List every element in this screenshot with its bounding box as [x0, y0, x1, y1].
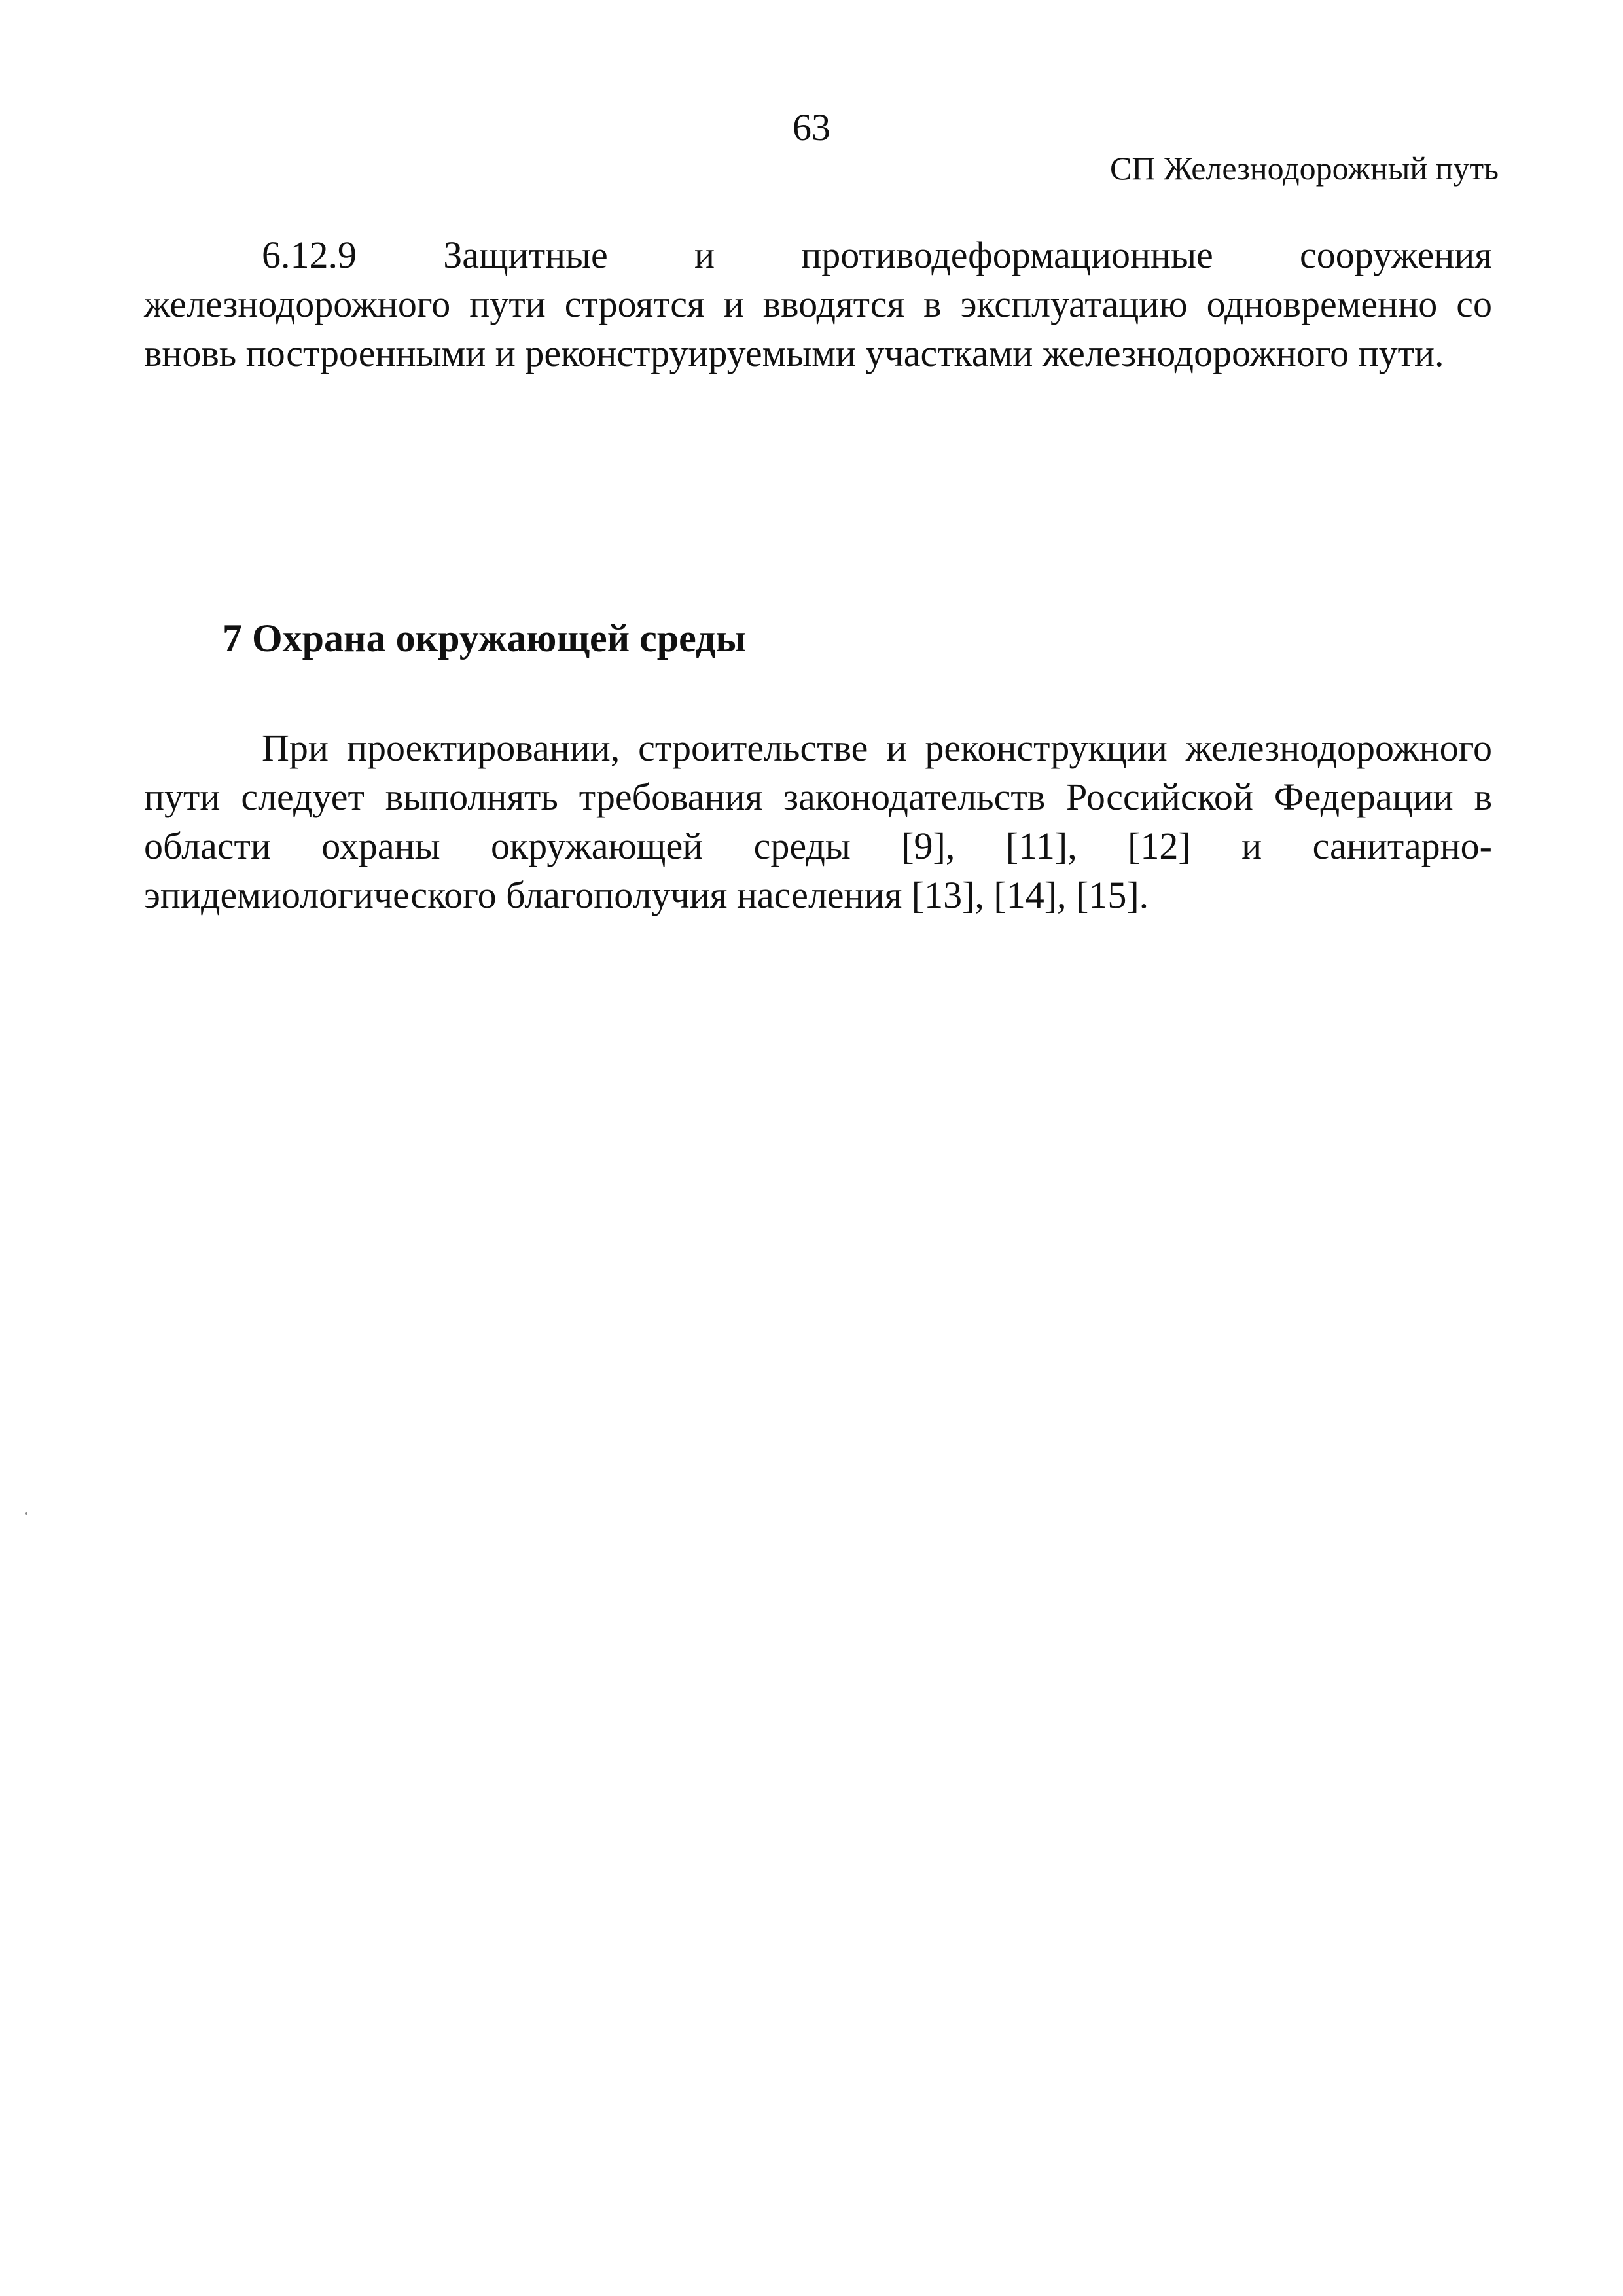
scan-speck	[25, 1512, 27, 1515]
paragraph-6-12-9	[144, 230, 1492, 378]
paragraph-line: пути следует выполнять требования законодательств Российской Федерации в	[144, 776, 1492, 818]
page-number: 63	[793, 106, 830, 149]
paragraph-line: эпидемиологического благополучия населения [13], [14], [15].	[144, 874, 1149, 916]
paragraph-section-7	[144, 723, 1492, 920]
running-header: СП Железнодорожный путь	[1110, 150, 1499, 187]
paragraph-line: 6.12.9 Защитные и противодеформационные сооружения	[262, 234, 1492, 276]
paragraph-line: вновь построенными и реконструируемыми участками железнодорожного пути.	[144, 332, 1444, 374]
paragraph-line: железнодорожного пути строятся и вводятся в эксплуатацию одновременно со	[144, 283, 1492, 325]
section-heading: 7 Охрана окружающей среды	[223, 617, 747, 660]
paragraph-line: При проектировании, строительстве и реконструкции железнодорожного	[262, 726, 1492, 769]
paragraph-line: области охраны окружающей среды [9], [11], [12] и санитарно-	[144, 825, 1492, 867]
